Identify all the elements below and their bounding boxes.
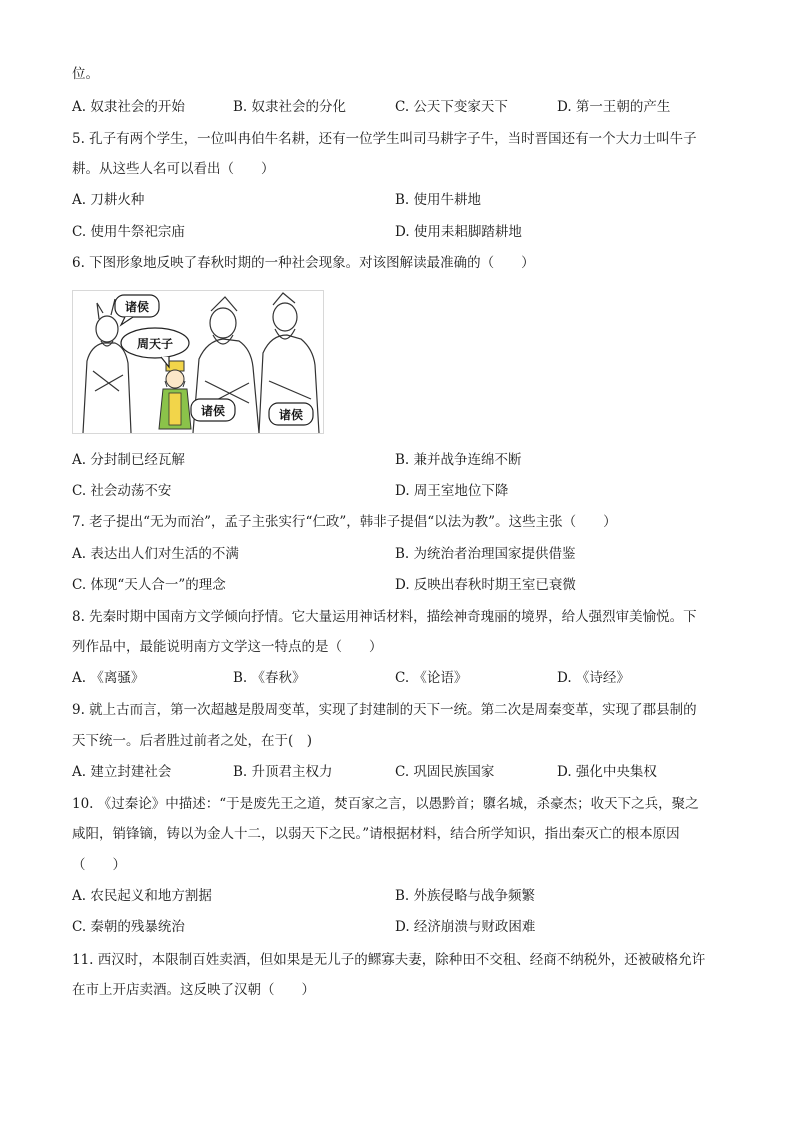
q10-option-b: B. 外族侵略与战争频繁 <box>395 888 536 904</box>
cartoon-illustration <box>73 291 323 433</box>
q4-stem-tail: 位。 <box>72 66 99 82</box>
q6-option-b: B. 兼并战争连绵不断 <box>395 452 522 468</box>
q10-option-d: D. 经济崩溃与财政困难 <box>395 919 536 935</box>
bubble-lord-top <box>115 295 159 325</box>
q5-option-d: D. 使用耒耜脚踏耕地 <box>395 224 522 240</box>
q5-option-b: B. 使用牛耕地 <box>395 192 482 208</box>
zhou-king-figure <box>159 361 191 429</box>
q5-stem-line1: 5. 孔子有两个学生，一位叫冉伯牛名耕，还有一位学生叫司马耕字子牛，当时晋国还有一个大力士叫牛子 <box>72 131 697 147</box>
q11-stem-line1: 11. 西汉时，本限制百姓卖酒，但如果是无儿子的鳏寡夫妻，除种田不交租、经商不纳税外，还被破格允许 <box>72 952 706 968</box>
q6-stem: 6. 下图形象地反映了春秋时期的一种社会现象。对该图解读最准确的（ ） <box>72 255 535 271</box>
bubble-lord-middle <box>191 399 235 421</box>
q4-option-b: B. 奴隶社会的分化 <box>233 99 347 115</box>
q9-option-d: D. 强化中央集权 <box>557 764 657 780</box>
q9-stem-line2: 天下统一。后者胜过前者之处，在于( ) <box>72 733 313 749</box>
q10-option-a: A. 农民起义和地方割据 <box>72 888 212 904</box>
q7-option-a: A. 表达出人们对生活的不满 <box>72 546 239 562</box>
q10-stem-line2: 咸阳，销锋镝，铸以为金人十二，以弱天下之民。”请根据材料，结合所学知识，指出秦灭亡的根本原因 <box>72 826 680 842</box>
q4-option-c: C. 公天下变家天下 <box>395 99 508 115</box>
q10-stem-line1: 10. 《过秦论》中描述：“于是废先王之道，焚百家之言，以愚黔首；隳名城，杀豪杰；收天下之兵，聚之 <box>72 796 699 812</box>
q6-option-a: A. 分封制已经瓦解 <box>72 452 185 468</box>
q6-option-c: C. 社会动荡不安 <box>72 483 172 499</box>
q8-stem-line1: 8. 先秦时期中国南方文学倾向抒情。它大量运用神话材料，描绘神奇瑰丽的境界，给人强烈审美愉悦。下 <box>72 609 697 625</box>
bubble-label-zhou-king: 周天子 <box>136 337 174 351</box>
bubble-label-lord-2: 诸侯 <box>200 404 226 418</box>
q10-stem-line3: （ ） <box>72 857 126 873</box>
q8-option-d: D. 《诗经》 <box>557 670 630 686</box>
q5-option-a: A. 刀耕火种 <box>72 192 145 208</box>
q7-option-b: B. 为统治者治理国家提供借鉴 <box>395 546 576 562</box>
q4-option-a: A. 奴隶社会的开始 <box>72 99 185 115</box>
bubble-label-lord-1: 诸侯 <box>124 300 150 314</box>
q6-option-d: D. 周王室地位下降 <box>395 483 509 499</box>
bubble-lord-right <box>269 403 313 425</box>
bubble-label-lord-3: 诸侯 <box>278 408 304 422</box>
q9-option-b: B. 升顶君主权力 <box>233 764 333 780</box>
q8-option-a: A. 《离骚》 <box>72 670 145 686</box>
q10-option-c: C. 秦朝的残暴统治 <box>72 919 185 935</box>
q7-option-d: D. 反映出春秋时期王室已衰微 <box>395 577 576 593</box>
q9-option-a: A. 建立封建社会 <box>72 764 172 780</box>
q5-stem-line2: 耕。从这些人名可以看出（ ） <box>72 161 275 177</box>
q5-option-c: C. 使用牛祭祀宗庙 <box>72 224 185 240</box>
q8-option-b: B. 《春秋》 <box>233 670 306 686</box>
q8-stem-line2: 列作品中，最能说明南方文学这一特点的是（ ） <box>72 639 383 655</box>
q7-option-c: C. 体现“天人合一”的理念 <box>72 577 226 593</box>
q6-cartoon <box>72 290 324 434</box>
q11-stem-line2: 在市上开店卖酒。这反映了汉朝（ ） <box>72 982 315 998</box>
q7-stem: 7. 老子提出“无为而治”，孟子主张实行“仁政”，韩非子提倡“以法为教”。这些主张（ ） <box>72 514 617 530</box>
q4-option-d: D. 第一王朝的产生 <box>557 99 671 115</box>
q9-stem-line1: 9. 就上古而言，第一次超越是殷周变革，实现了封建制的天下一统。第二次是周秦变革，实现了郡县制的 <box>72 702 697 718</box>
q8-option-c: C. 《论语》 <box>395 670 468 686</box>
q9-option-c: C. 巩固民族国家 <box>395 764 495 780</box>
